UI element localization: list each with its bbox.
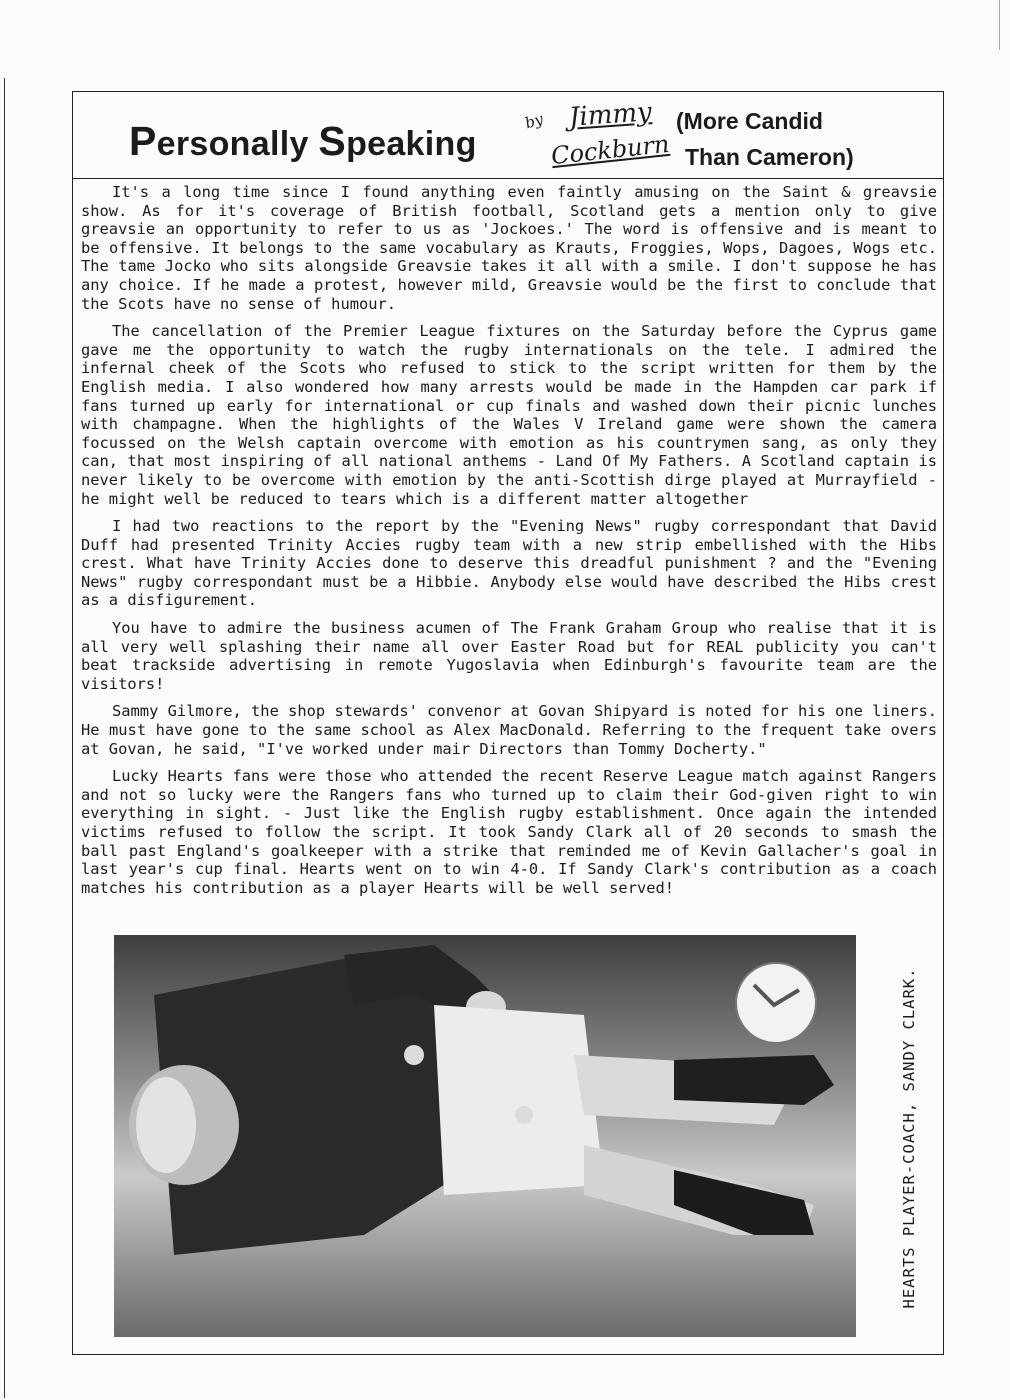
byline-by: by — [522, 109, 546, 133]
article-header — [73, 92, 943, 179]
signature-surname: Cockburn — [549, 129, 671, 171]
subtitle-line-1: (More Candid — [676, 108, 823, 134]
article-paragraph: You have to admire the business acumen of The Frank Graham Group who realise that it is all very well splashing their name all over Easter Road but for REAL publicity you can't beat trackside advertising in remote Yugoslavia when Edinburgh's favourite team are the visitors! — [81, 619, 937, 693]
article-body — [81, 183, 937, 906]
page-corner-mark — [999, 0, 1010, 50]
article-paragraph: It's a long time since I found anything even faintly amusing on the Saint & greavsie show. As for it's coverage of British football, Scotland gets a mention only to give greavsie an opportunity to refer to us as 'Jockoes.' The word is offensive and is meant to be offensive. It belongs to the same vocabulary as Krauts, Froggies, Wops, Dagoes, Wogs etc. The tame Jocko who sits alongside Greavsie takes it all with a smile. I don't suppose he has any choice. If he made a protest, however mild, Greavsie would be the first to conclude that the Scots have no sense of humour. — [81, 183, 937, 313]
article-frame — [72, 91, 944, 1355]
article-paragraph: I had two reactions to the report by the "Evening News" rugby correspondant that David Duff had presented Trinity Accies rugby team with a new strip embellished with the Hibs crest. What have Trinity Accies done to deserve this dreadful punishment ? and the "Evening News" rugby correspondant must be a Hibbie. Anybody else would have described the Hibs crest as a disfigurement. — [81, 517, 937, 610]
article-paragraph: The cancellation of the Premier League fixtures on the Saturday before the Cyprus game gave me the opportunity to watch the rugby internationals on the tele. I admired the infernal cheek of the Scots who refused to stick to the script written for them by the English media. I also wondered how many arrests would be made in the Hampden car park if fans turned up early for international or cup finals and washed down their picnic lunches with champagne. When the highlights of the Wales V Ireland game were shown the camera focussed on the Welsh captain overcome with emotion as his countrymen sang, as only they can, that most inspiring of all national anthems - Land Of My Fathers. A Scotland captain is never likely to be overcome with emotion by the anti-Scottish dirge played at Murrayfield - he might well be reduced to tears which is a different matter altogether — [81, 322, 937, 508]
subtitle-line-2: Than Cameron) — [685, 144, 854, 170]
player-photo-illustration — [114, 935, 856, 1337]
title-initial-p: P — [129, 118, 157, 164]
title-initial-s: S — [318, 118, 347, 164]
title-word-1: ersonally — [156, 125, 319, 163]
photo-caption-text: HEARTS PLAYER-COACH, SANDY CLARK. — [900, 967, 918, 1309]
article-paragraph: Lucky Hearts fans were those who attended the recent Reserve League match against Rangers and not so lucky were the Rangers fans who turned up to claim their God-given right to win everything in sight. - Just like the English rugby establishment. Once again the intended victims refused to follow the script. It took Sandy Clark all of 20 seconds to smash the ball past England's goalkeeper with a strike that reminded me of Kevin Gallacher's goal in last year's cup final. Hearts went on to win 4-0. If Sandy Clark's contribution as a coach matches his contribution as a player Hearts will be well served! — [81, 767, 937, 897]
photo-caption — [889, 937, 929, 1339]
article-paragraph: Sammy Gilmore, the shop stewards' convenor at Govan Shipyard is noted for his one liners. He must have gone to the same school as Alex MacDonald. Referring to the frequent take overs at Govan, he said, "I've worked under mair Directors than Tommy Docherty." — [81, 702, 937, 758]
author-byline — [521, 97, 691, 178]
title-word-2: peaking — [346, 125, 477, 163]
signature-first-name: Jimmy — [568, 97, 653, 133]
article-title — [129, 118, 477, 165]
player-photo — [114, 935, 856, 1337]
page-edge-rule — [4, 78, 5, 1398]
